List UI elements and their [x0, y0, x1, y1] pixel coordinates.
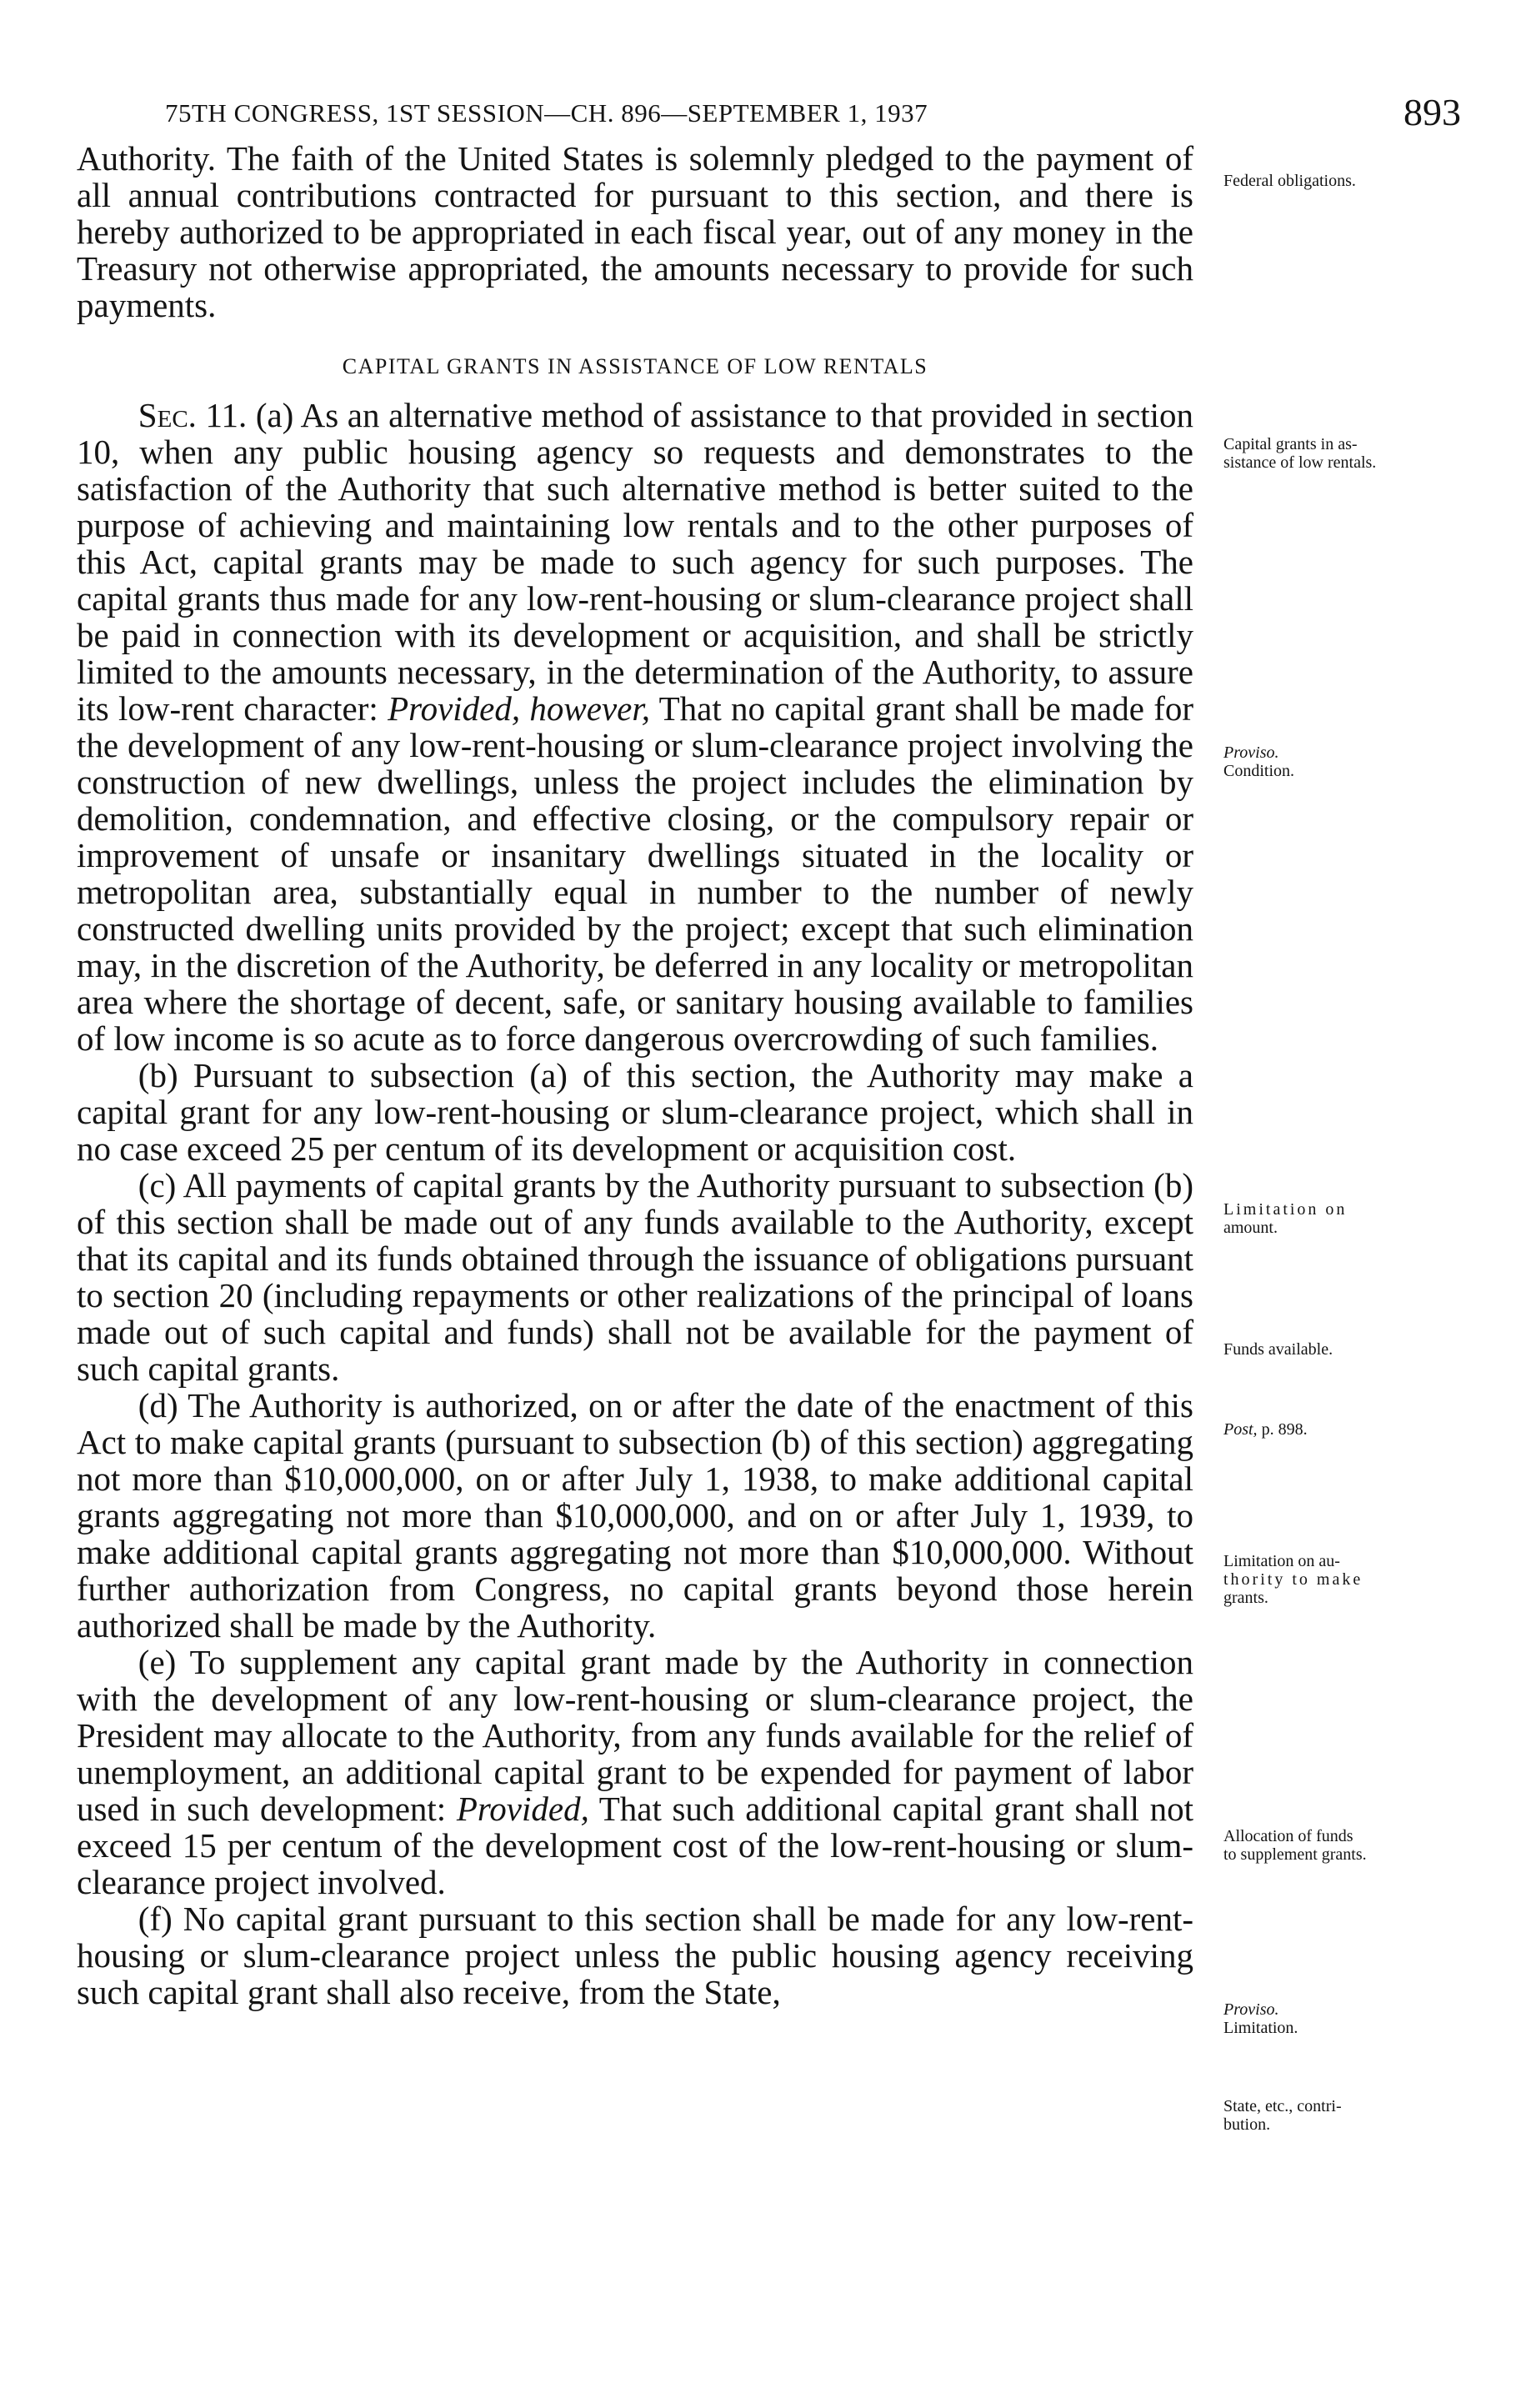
paragraph-sec11-a — [77, 397, 1193, 1057]
margin-note-proviso-condition: Proviso. Condition. — [1223, 743, 1295, 780]
paragraph-e — [77, 1644, 1193, 1900]
paragraph-e-text-2: That such additional capital grant shall not exceed 15 per centum of the development cost of the low-rent-housing or slum-clearance project involved. — [77, 1790, 1193, 1901]
running-head: 75TH CONGRESS, 1ST SESSION—CH. 896—SEPTEMBER 1, 1937 — [165, 98, 928, 128]
margin-note-state-contribution: State, etc., contri- bution. — [1223, 2097, 1342, 2134]
proviso-phrase-1: Provided, however, — [388, 689, 651, 728]
paragraph-a-text-1: (a) As an alternative method of assistance to that provided in section 10, when any public housing agency so requests and demonstrates to the satisfaction of the Authority that such alternative method is better suited to the purpose of achieving and maintaining low rentals and to the other purposes of this Act, capital grants may be made to such agency for such purposes. The capital grants thus made for any low-rent-housing or slum-clearance project shall be paid in connection with its development or acquisition, and shall be strictly limited to the amounts necessary, in the determination of the Authority, to assure its low-rent character: — [77, 396, 1194, 728]
margin-note-post-reference: Post, p. 898. — [1223, 1420, 1308, 1439]
margin-note-limitation-amount: Limitation on amount. — [1223, 1200, 1348, 1237]
margin-note-limitation-authority: Limitation on au- thority to make grants. — [1223, 1552, 1363, 1607]
paragraph-authority: Authority. The faith of the United States is solemnly pledged to the payment of all annual contributions contracted for pursuant to this section, and there is hereby authorized to be appropriated in each fiscal year, out of any money in the Treasury not otherwise appropriated, the amounts necessary to provide for such payments. — [77, 139, 1193, 324]
paragraph-a-text-2: That no capital grant shall be made for the development of any low-rent-housing or slum-clearance project involving the construction of new dwellings, unless the project includes the elimination by demolition, condemnation, and effective closing, or the compulsory repair or improvement of unsafe or insanitary dwellings situated in the locality or metropolitan area, substantially equal in number to the number of newly constructed dwelling units provided by the project; except that such elimination may, in the discretion of the Authority, be deferred in any locality or metropolitan area where the shortage of decent, safe, or sanitary housing available to families of low income is so acute as to force dangerous overcrowding of such families. — [77, 689, 1193, 1058]
margin-note-funds-available: Funds available. — [1223, 1340, 1333, 1359]
paragraph-b: (b) Pursuant to subsection (a) of this section, the Authority may make a capital grant for any low-rent-housing or slum-clearance project, which shall in no case exceed 25 per centum of its development or acquisition cost. — [77, 1056, 1193, 1168]
paragraph-f: (f) No capital grant pursuant to this section shall be made for any low-rent-housing or slum-clearance project unless the public housing agency receiving such capital grant shall also receive, from the State, — [77, 1900, 1193, 2011]
body-text-column — [77, 140, 1193, 2010]
proviso-phrase-2: Provided, — [456, 1790, 589, 1828]
paragraph-c: (c) All payments of capital grants by the Authority pursuant to subsection (b) of this section shall be made out of any funds available to the Authority, except that its capital and its funds obtained through the issuance of obligations pursuant to section 20 (including repayments or other realizations of the principal of loans made out of such capital and funds) shall not be available for the payment of such capital grants. — [77, 1166, 1193, 1388]
paragraph-e-text-1: (e) To supplement any capital grant made by the Authority in connection with the development of any low-rent-housing or slum-clearance project, the President may allocate to the Authority, from any funds available for the relief of unemployment, an additional capital grant to be expended for payment of labor used in such development: — [77, 1643, 1193, 1828]
margin-note-allocation-of-funds: Allocation of funds to supplement grants. — [1223, 1827, 1367, 1864]
margin-note-capital-grants: Capital grants in as- sistance of low rentals. — [1223, 435, 1377, 472]
page-number: 893 — [1403, 91, 1461, 133]
section-heading: CAPITAL GRANTS IN ASSISTANCE OF LOW RENTALS — [342, 354, 928, 378]
section-label: Sec. 11. — [138, 396, 248, 434]
margin-note-proviso-limitation: Proviso. Limitation. — [1223, 2000, 1298, 2037]
paragraph-d: (d) The Authority is authorized, on or after the date of the enactment of this Act to make capital grants (pursuant to subsection (b) of this section) aggregating not more than $10,000,000, on or after July 1, 1938, to make additional capital grants aggregating not more than $10,000,000, and on or after July 1, 1939, to make additional capital grants aggregating not more than $10,000,000. Without further authorization from Congress, no capital grants beyond those herein authorized shall be made by the Authority. — [77, 1386, 1193, 1645]
margin-note-federal-obligations: Federal obligations. — [1223, 172, 1356, 190]
